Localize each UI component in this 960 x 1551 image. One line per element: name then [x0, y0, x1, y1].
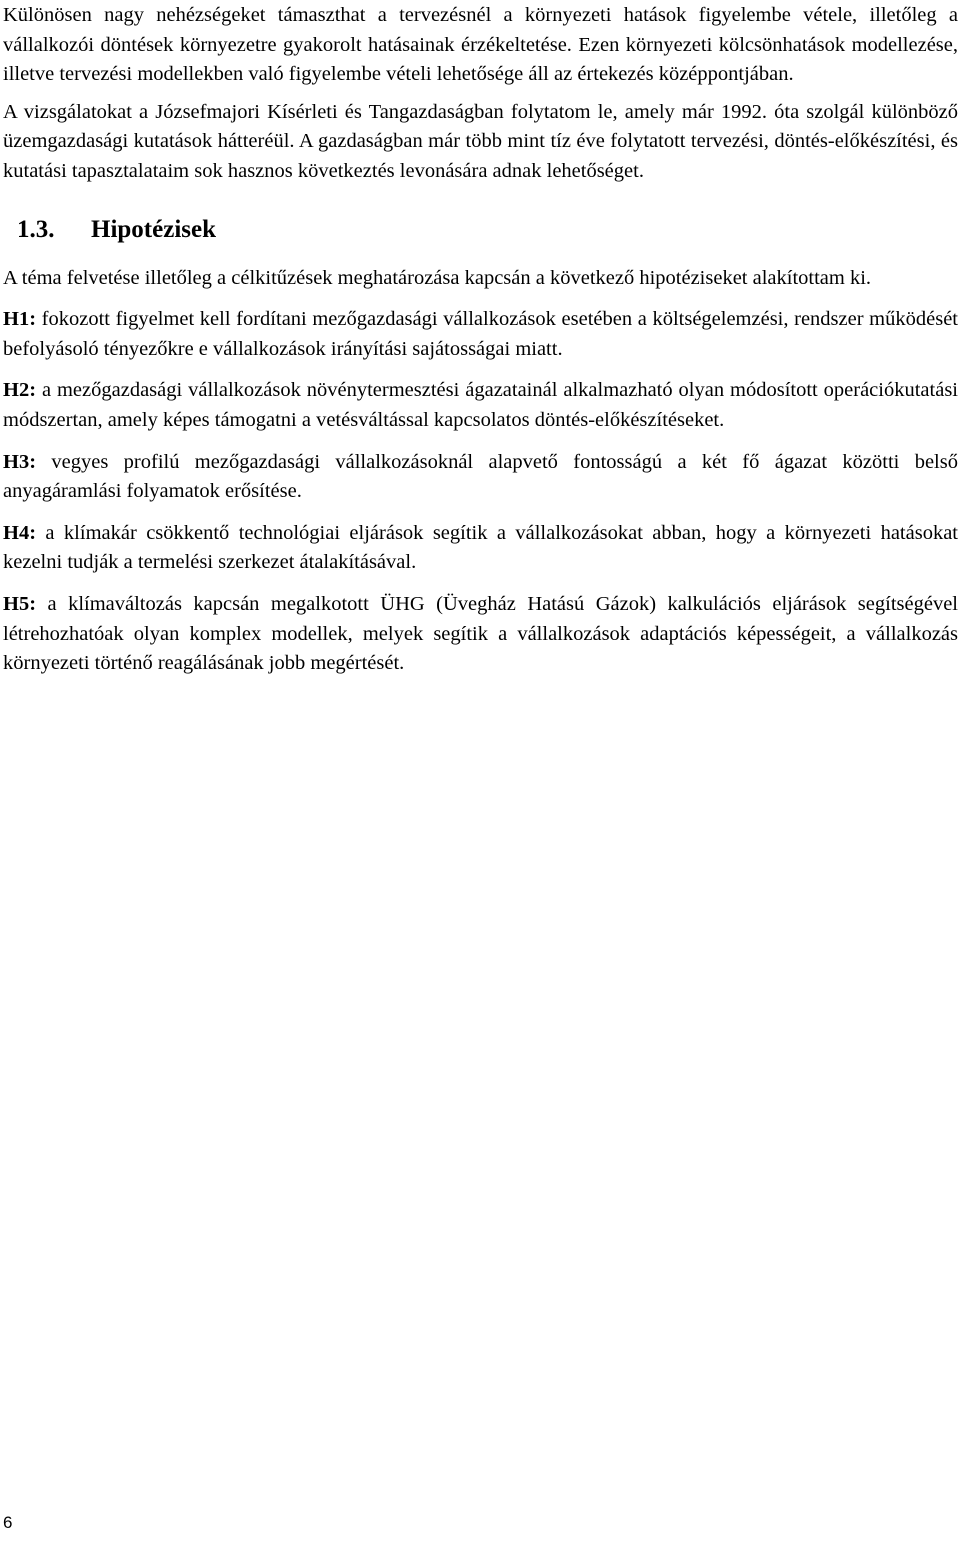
hypothesis-text: a mezőgazdasági vállalkozások növénytermesztési ágazatainál alkalmazható olyan módosított operációkutatási módszertan, amely képes támogatni a vetésváltással kapcsolatos döntés-előkészítéseket.: [3, 379, 958, 431]
hypothesis-label: H2:: [3, 379, 37, 402]
hypothesis-text: fokozott figyelmet kell fordítani mezőgazdasági vállalkozások esetében a költségelemzési, rendszer működését befolyásoló tényezőkre e vállalkozások irányítási sajátosságai miatt.: [3, 308, 958, 360]
hypothesis-label: H3:: [3, 450, 37, 473]
hypothesis-label: H4:: [3, 521, 37, 544]
hypothesis-text: a klímakár csökkentő technológiai eljárások segítik a vállalkozásokat abban, hogy a környezeti hatásokat kezelni tudják a termelési szerkezet átalakításával.: [3, 521, 958, 574]
hypothesis-h5: [3, 590, 958, 679]
section-title: Hipotézisek: [91, 215, 216, 243]
hypothesis-text: vegyes profilú mezőgazdasági vállalkozásoknál alapvető fontosságú a két fő ágazat közötti belső anyagáramlási folyamatok erősítése.: [3, 450, 958, 503]
section-lead-paragraph: A téma felvetése illetőleg a célkitűzések meghatározása kapcsán a következő hipotéziseket alakítottam ki.: [3, 266, 872, 289]
hypothesis-h1: [3, 305, 958, 364]
page-number: 6: [3, 1513, 13, 1532]
intro-paragraph: Különösen nagy nehézségeket támaszthat a tervezésnél a környezeti hatások figyelembe vétele, illetőleg a vállalkozói döntések környezetre gyakorolt hatásainak érzékeltetése. Ezen környezeti kölcsönhatások modellezése, illetve tervezési modellekben való figyelembe vételi lehetősége áll az értekezés középpontjában.: [3, 4, 958, 86]
hypothesis-label: H5:: [3, 592, 37, 615]
research-site-paragraph: A vizsgálatokat a Józsefmajori Kísérleti és Tangazdaságban folytatom le, amely már 1992. óta szolgál különböző üzemgazdasági kutatások hátteréül. A gazdaságban már több mint tíz éve folytatott tervezési, döntés-előkészítési, és kutatási tapasztalataim sok hasznos következtés levonására adnak lehetőséget.: [3, 100, 958, 182]
hypothesis-text: a klímaváltozás kapcsán megalkotott ÜHG (Üvegház Hatású Gázok) kalkulációs eljárások segítségével létrehozhatóak olyan komplex modellek, melyek segítik a vállalkozások adaptációs képességeit, a vállalkozás környezeti történő reagálásának jobb megértését.: [3, 592, 958, 675]
hypothesis-h2: [3, 376, 958, 435]
hypothesis-h3: [3, 448, 958, 507]
section-heading: [3, 214, 958, 246]
hypothesis-h4: [3, 519, 958, 578]
document-page: [3, 0, 958, 679]
section-number: 1.3.: [17, 215, 55, 243]
hypothesis-label: H1:: [3, 308, 37, 331]
